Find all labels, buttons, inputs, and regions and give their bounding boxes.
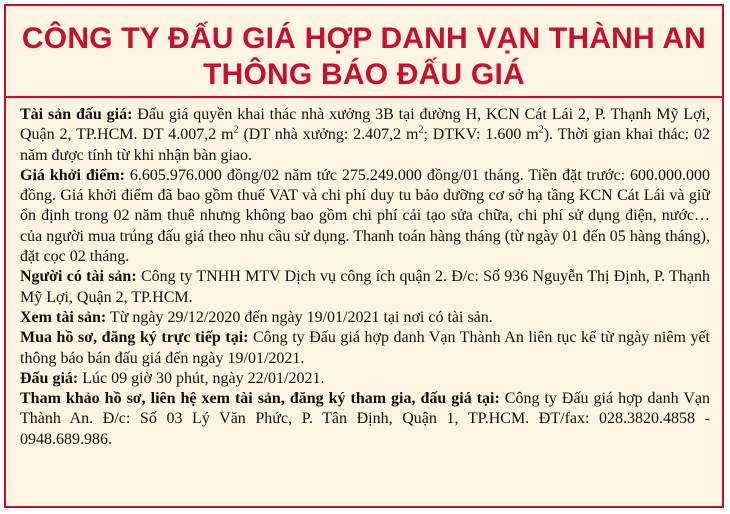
owner-text: Công ty TNHH MTV Dịch vụ công ích quận 2. Đ/c: Số 936 Nguyễn Thị Định, P. Thạnh Mỹ Lợi, Quận 2, TP.HCM. xyxy=(20,268,711,306)
notice-frame xyxy=(4,4,724,508)
viewing-label: Xem tài sản: xyxy=(20,308,107,326)
contact-text: Công ty Đấu giá hợp danh Vạn Thành An. Đ/c: Số 03 Lý Văn Phức, P. Tân Định, Quận 1, TP.HCM. ĐT/fax: 028.3820.4858 - 0948.689.986. xyxy=(20,390,711,448)
viewing-text: Từ ngày 29/12/2020 đến ngày 19/01/2021 tại nơi có tài sản. xyxy=(106,308,493,326)
dossier-text: Công ty Đấu giá hợp danh Vạn Thành An liên tục kể từ ngày niêm yết thông báo bán đấu giá đến ngày 19/01/2021. xyxy=(20,329,711,367)
asset-sup-3: 2 xyxy=(538,124,544,136)
dossier-label: Mua hồ sơ, đăng ký trực tiếp tại: xyxy=(20,329,249,347)
owner-label: Người có tài sản: xyxy=(20,268,137,286)
start-price-paragraph xyxy=(20,166,710,267)
asset-text-d: ). Thời gian khai thác: 02 năm được tính từ khi nhận bàn giao. xyxy=(20,126,710,164)
owner-paragraph xyxy=(20,267,710,308)
asset-sup-2: 2 xyxy=(418,124,424,136)
asset-text-a: Đấu giá quyền khai thác nhà xưởng 3B tại đường H, KCN Cát Lái 2, P. Thạnh Mỹ Lợi, Quận 2, TP.HCM. DT 4.007,2 m xyxy=(20,106,711,144)
viewing-paragraph xyxy=(20,308,710,328)
contact-label: Tham khảo hồ sơ, liên hệ xem tài sản, đăng ký tham gia, đấu giá tại: xyxy=(20,390,500,408)
auction-text: Lúc 09 giờ 30 phút, ngày 22/01/2021. xyxy=(78,369,325,387)
start-price-label: Giá khởi điểm: xyxy=(20,166,125,184)
company-title: CÔNG TY ĐẤU GIÁ HỢP DANH VẠN THÀNH AN xyxy=(21,22,707,55)
asset-text-b: (DT nhà xưởng: 2.407,2 m xyxy=(238,126,419,144)
start-price-text: 6.605.976.000 đồng/02 năm tức 275.249.000 đồng/01 tháng. Tiền đặt trước: 600.000.000 đồng. Giá khởi điểm đã bao gồm thuế VAT và chi phí duy tu bảo dưỡng cơ sở hạ tầng KCN Cát Lái và giữ ổn định trong 02 năm thuê nhưng không bao gồm chi phí cải tạo sửa chữa, chi phí sử dụng điện, nước… của người mua trúng đấu giá theo nhu cầu sử dụng. Thanh toán hàng tháng (từ ngày 01 đến 05 hàng tháng), đặt cọc 02 tháng. xyxy=(20,166,711,266)
auction-label: Đấu giá: xyxy=(20,369,79,387)
notice-header xyxy=(6,6,722,98)
asset-label: Tài sản đấu giá: xyxy=(20,106,133,123)
notice-title: THÔNG BÁO ĐẤU GIÁ xyxy=(203,58,525,91)
auction-paragraph xyxy=(20,369,710,389)
contact-paragraph xyxy=(20,389,710,450)
asset-text-c: ; DTKV: 1.600 m xyxy=(423,126,539,144)
notice-body xyxy=(20,105,710,450)
dossier-paragraph xyxy=(20,328,710,369)
asset-paragraph xyxy=(20,105,710,166)
header-divider xyxy=(6,96,722,98)
asset-sup-1: 2 xyxy=(233,124,239,136)
